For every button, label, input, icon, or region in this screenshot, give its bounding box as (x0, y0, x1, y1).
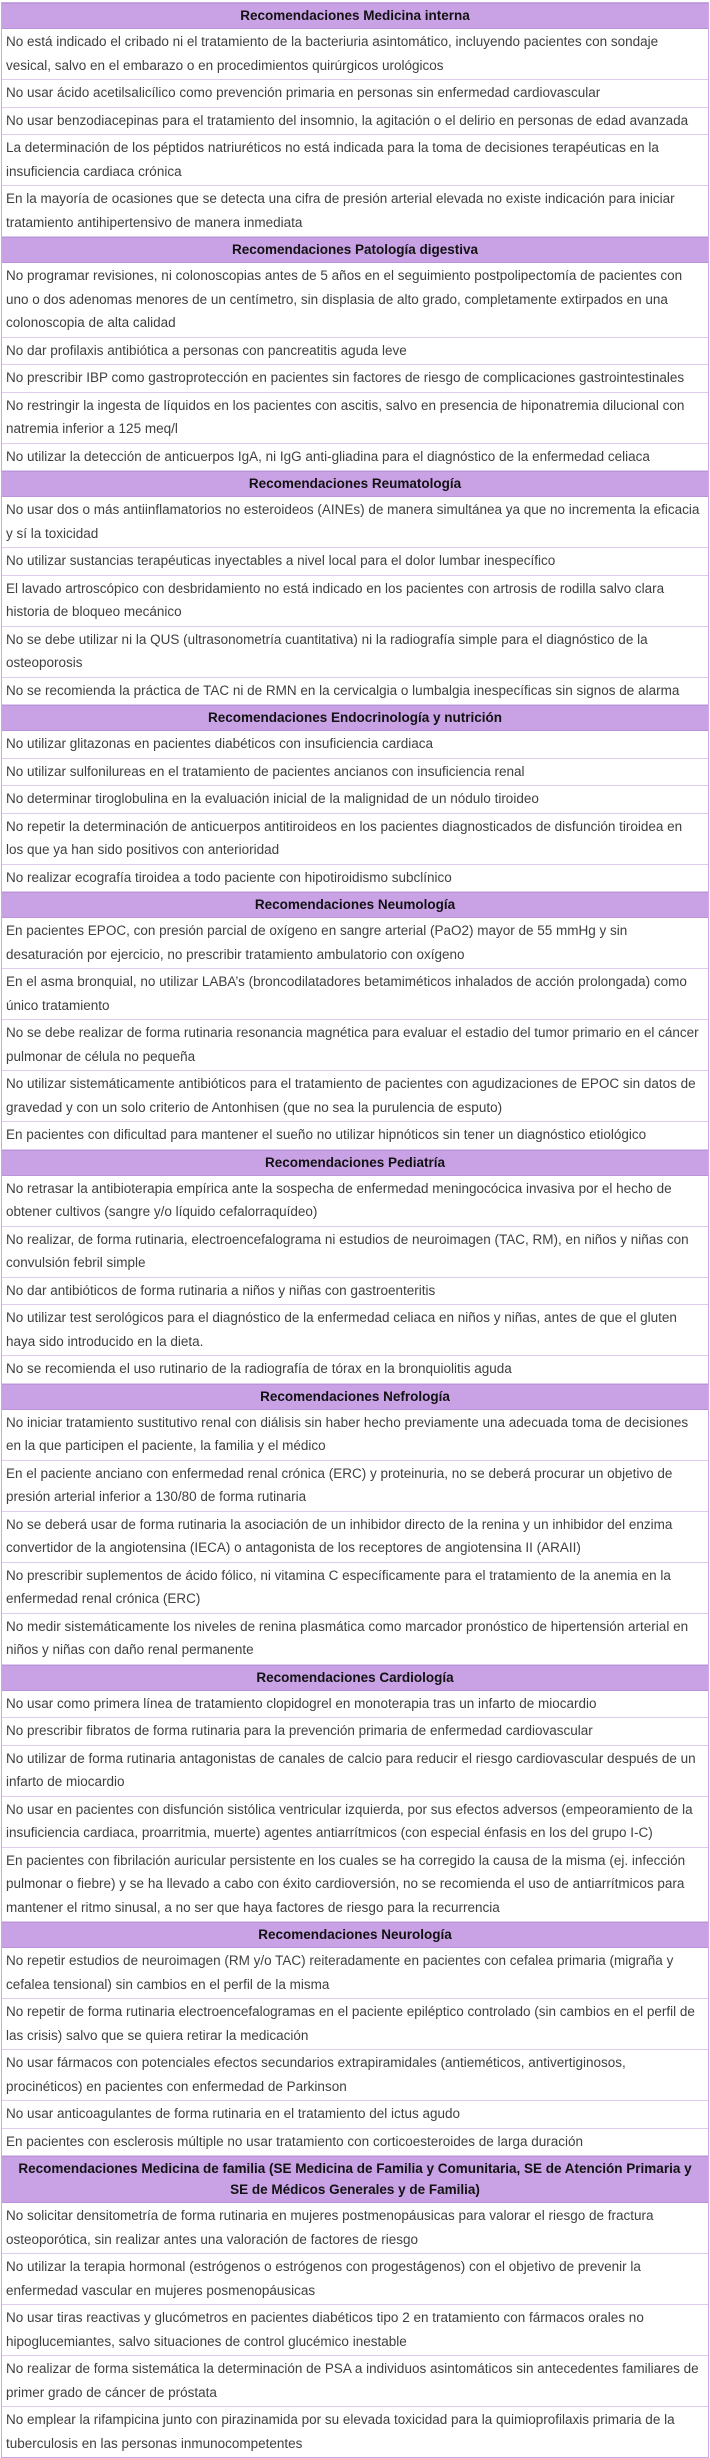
recommendation-row: No usar ácido acetilsalicílico como prevención primaria en personas sin enfermedad cardiovascular (2, 80, 708, 108)
recommendation-row: No emplear la rifampicina junto con pirazinamida por su elevada toxicidad para la quimioprofilaxis primaria de la tuberculosis en las personas inmunocompetentes (2, 2407, 708, 2457)
recommendation-row: No dar profilaxis antibiótica a personas con pancreatitis aguda leve (2, 338, 708, 366)
recommendation-row: No se recomienda la práctica de TAC ni de RMN en la cervicalgia o lumbalgia inespecíficas sin signos de alarma (2, 678, 708, 706)
recommendations-table (1, 2, 709, 2458)
recommendation-row: No realizar de forma sistemática la determinación de PSA a individuos asintomáticos sin antecedentes familiares de primer grado de cáncer de próstata (2, 2356, 708, 2407)
recommendation-row: No prescribir fibratos de forma rutinaria para la prevención primaria de enfermedad cardiovascular (2, 1718, 708, 1746)
section-header: Recomendaciones Neurología (2, 1922, 708, 1948)
recommendation-row: No utilizar glitazonas en pacientes diabéticos con insuficiencia cardiaca (2, 731, 708, 759)
recommendation-row: No retrasar la antibioterapia empírica ante la sospecha de enfermedad meningocócica invasiva por el hecho de obtener cultivos (sangre y/o líquido cefalorraquídeo) (2, 1176, 708, 1227)
recommendation-row: No usar en pacientes con disfunción sistólica ventricular izquierda, por sus efectos adversos (empeoramiento de la insuficiencia cardiaca, proarritmia, muerte) agentes antiarrítmicos (con especial énfasis en los del grupo I-C) (2, 1797, 708, 1848)
recommendation-row: No utilizar de forma rutinaria antagonistas de canales de calcio para reducir el riesgo cardiovascular después de un infarto de miocardio (2, 1746, 708, 1797)
recommendation-row: No prescribir IBP como gastroprotección en pacientes sin factores de riesgo de complicaciones gastrointestinales (2, 365, 708, 393)
recommendation-row: En el paciente anciano con enfermedad renal crónica (ERC) y proteinuria, no se deberá procurar un objetivo de presión arterial inferior a 130/80 de forma rutinaria (2, 1461, 708, 1512)
section-header: Recomendaciones Endocrinología y nutrición (2, 705, 708, 731)
recommendation-row: No utilizar sulfonilureas en el tratamiento de pacientes ancianos con insuficiencia renal (2, 759, 708, 787)
recommendation-row: No usar benzodiacepinas para el tratamiento del insomnio, la agitación o el delirio en personas de edad avanzada (2, 108, 708, 136)
recommendation-row: No utilizar la detección de anticuerpos IgA, ni IgG anti-gliadina para el diagnóstico de la enfermedad celiaca (2, 444, 708, 472)
recommendation-row: No usar como primera línea de tratamiento clopidogrel en monoterapia tras un infarto de miocardio (2, 1691, 708, 1719)
section-header: Recomendaciones Reumatología (2, 471, 708, 497)
recommendation-row: En pacientes con esclerosis múltiple no usar tratamiento con corticoesteroides de larga duración (2, 2129, 708, 2157)
recommendation-row: No prescribir suplementos de ácido fólico, ni vitamina C específicamente para el tratamiento de la anemia en la enfermedad renal crónica (ERC) (2, 1563, 708, 1614)
section-header: Recomendaciones Medicina interna (2, 3, 708, 29)
recommendation-row: No iniciar tratamiento sustitutivo renal con diálisis sin haber hecho previamente una adecuada toma de decisiones en la que participen el paciente, la familia y el médico (2, 1410, 708, 1461)
section-header: Recomendaciones Nefrología (2, 1384, 708, 1410)
recommendation-row: No restringir la ingesta de líquidos en los pacientes con ascitis, salvo en presencia de hiponatremia dilucional con natremia inferior a 125 meq/l (2, 393, 708, 444)
recommendation-row: No se deberá usar de forma rutinaria la asociación de un inhibidor directo de la renina y un inhibidor del enzima convertidor de la angiotensina (IECA) o antagonista de los receptores de angiotensina II (ARAII) (2, 1512, 708, 1563)
recommendation-row: El lavado artroscópico con desbridamiento no está indicado en los pacientes con artrosis de rodilla salvo clara historia de bloqueo mecánico (2, 576, 708, 627)
section-header: Recomendaciones Pediatría (2, 1150, 708, 1176)
recommendation-row: No dar antibióticos de forma rutinaria a niños y niñas con gastroenteritis (2, 1278, 708, 1306)
recommendation-row: No medir sistemáticamente los niveles de renina plasmática como marcador pronóstico de hipertensión arterial en niños y niñas con daño renal permanente (2, 1614, 708, 1665)
recommendation-row: No repetir la determinación de anticuerpos antitiroideos en los pacientes diagnosticados de disfunción tiroidea en los que ya han sido positivos con anterioridad (2, 814, 708, 865)
recommendation-row: No realizar ecografía tiroidea a todo paciente con hipotiroidismo subclínico (2, 865, 708, 893)
recommendation-row: No se recomienda el uso rutinario de la radiografía de tórax en la bronquiolitis aguda (2, 1356, 708, 1384)
recommendation-row: En pacientes con dificultad para mantener el sueño no utilizar hipnóticos sin tener un diagnóstico etiológico (2, 1122, 708, 1150)
recommendation-row: No utilizar sistemáticamente antibióticos para el tratamiento de pacientes con agudizaciones de EPOC sin datos de gravedad y con un solo criterio de Antonhisen (que no sea la purulencia de esputo) (2, 1071, 708, 1122)
recommendation-row: No repetir estudios de neuroimagen (RM y/o TAC) reiteradamente en pacientes con cefalea primaria (migraña y cefalea tensional) sin cambios en el perfil de la misma (2, 1948, 708, 1999)
section-header: Recomendaciones Neumología (2, 892, 708, 918)
recommendation-row: No repetir de forma rutinaria electroencefalogramas en el paciente epiléptico controlado (sin cambios en el perfil de las crisis) salvo que se quiera retirar la medicación (2, 1999, 708, 2050)
recommendation-row: No utilizar test serológicos para el diagnóstico de la enfermedad celiaca en niños y niñas, antes de que el gluten haya sido introducido en la dieta. (2, 1305, 708, 1356)
recommendation-row: No usar dos o más antiinflamatorios no esteroideos (AINEs) de manera simultánea ya que no incrementa la eficacia y sí la toxicidad (2, 497, 708, 548)
section-header: Recomendaciones Medicina de familia (SE Medicina de Familia y Comunitaria, SE de Atención Primaria y SE de Médicos Generales y de Familia) (2, 2156, 708, 2203)
recommendation-row: No se debe utilizar ni la QUS (ultrasonometría cuantitativa) ni la radiografía simple para el diagnóstico de la osteoporosis (2, 627, 708, 678)
recommendation-row: No determinar tiroglobulina en la evaluación inicial de la malignidad de un nódulo tiroideo (2, 786, 708, 814)
recommendation-row: No usar fármacos con potenciales efectos secundarios extrapiramidales (antieméticos, antivertiginosos, procinéticos) en pacientes con enfermedad de Parkinson (2, 2050, 708, 2101)
recommendation-row: No realizar, de forma rutinaria, electroencefalograma ni estudios de neuroimagen (TAC, RM), en niños y niñas con convulsión febril simple (2, 1227, 708, 1278)
recommendation-row: No utilizar la terapia hormonal (estrógenos o estrógenos con progestágenos) con el objetivo de prevenir la enfermedad vascular en mujeres posmenopáusicas (2, 2254, 708, 2305)
recommendation-row: No está indicado el cribado ni el tratamiento de la bacteriuria asintomático, incluyendo pacientes con sondaje vesical, salvo en el embarazo o en procedimientos quirúrgicos urológicos (2, 29, 708, 80)
section-header: Recomendaciones Patología digestiva (2, 237, 708, 263)
recommendation-row: No usar tiras reactivas y glucómetros en pacientes diabéticos tipo 2 en tratamiento con fármacos orales no hipoglucemiantes, salvo situaciones de control glucémico inestable (2, 2305, 708, 2356)
recommendation-row: No usar anticoagulantes de forma rutinaria en el tratamiento del ictus agudo (2, 2101, 708, 2129)
recommendation-row: En la mayoría de ocasiones que se detecta una cifra de presión arterial elevada no existe indicación para iniciar tratamiento antihipertensivo de manera inmediata (2, 186, 708, 237)
recommendation-row: No utilizar sustancias terapéuticas inyectables a nivel local para el dolor lumbar inespecífico (2, 548, 708, 576)
recommendation-row: No se debe realizar de forma rutinaria resonancia magnética para evaluar el estadio del tumor primario en el cáncer pulmonar de célula no pequeña (2, 1020, 708, 1071)
recommendation-row: No programar revisiones, ni colonoscopias antes de 5 años en el seguimiento postpolipectomía de pacientes con uno o dos adenomas menores de un centímetro, sin displasia de alto grado, completamente extirpados en una colonoscopia de alta calidad (2, 263, 708, 338)
recommendation-row: En pacientes EPOC, con presión parcial de oxígeno en sangre arterial (PaO2) mayor de 55 mmHg y sin desaturación por ejercicio, no prescribir tratamiento ambulatorio con oxígeno (2, 918, 708, 969)
recommendation-row: En el asma bronquial, no utilizar LABA’s (broncodilatadores betamiméticos inhalados de acción prolongada) como único tratamiento (2, 969, 708, 1020)
recommendation-row: La determinación de los péptidos natriuréticos no está indicada para la toma de decisiones terapéuticas en la insuficiencia cardiaca crónica (2, 135, 708, 186)
section-header: Recomendaciones Cardiología (2, 1665, 708, 1691)
recommendation-row: En pacientes con fibrilación auricular persistente en los cuales se ha corregido la causa de la misma (ej. infección pulmonar o fiebre) y se ha llevado a cabo con éxito cardioversión, no se recomienda el uso de antiarrítmicos para mantener el ritmo sinusal, a no ser que haya factores de riesgo para la recurrencia (2, 1848, 708, 1923)
recommendation-row: No solicitar densitometría de forma rutinaria en mujeres postmenopáusicas para valorar el riesgo de fractura osteoporótica, sin realizar antes una valoración de factores de riesgo (2, 2203, 708, 2254)
